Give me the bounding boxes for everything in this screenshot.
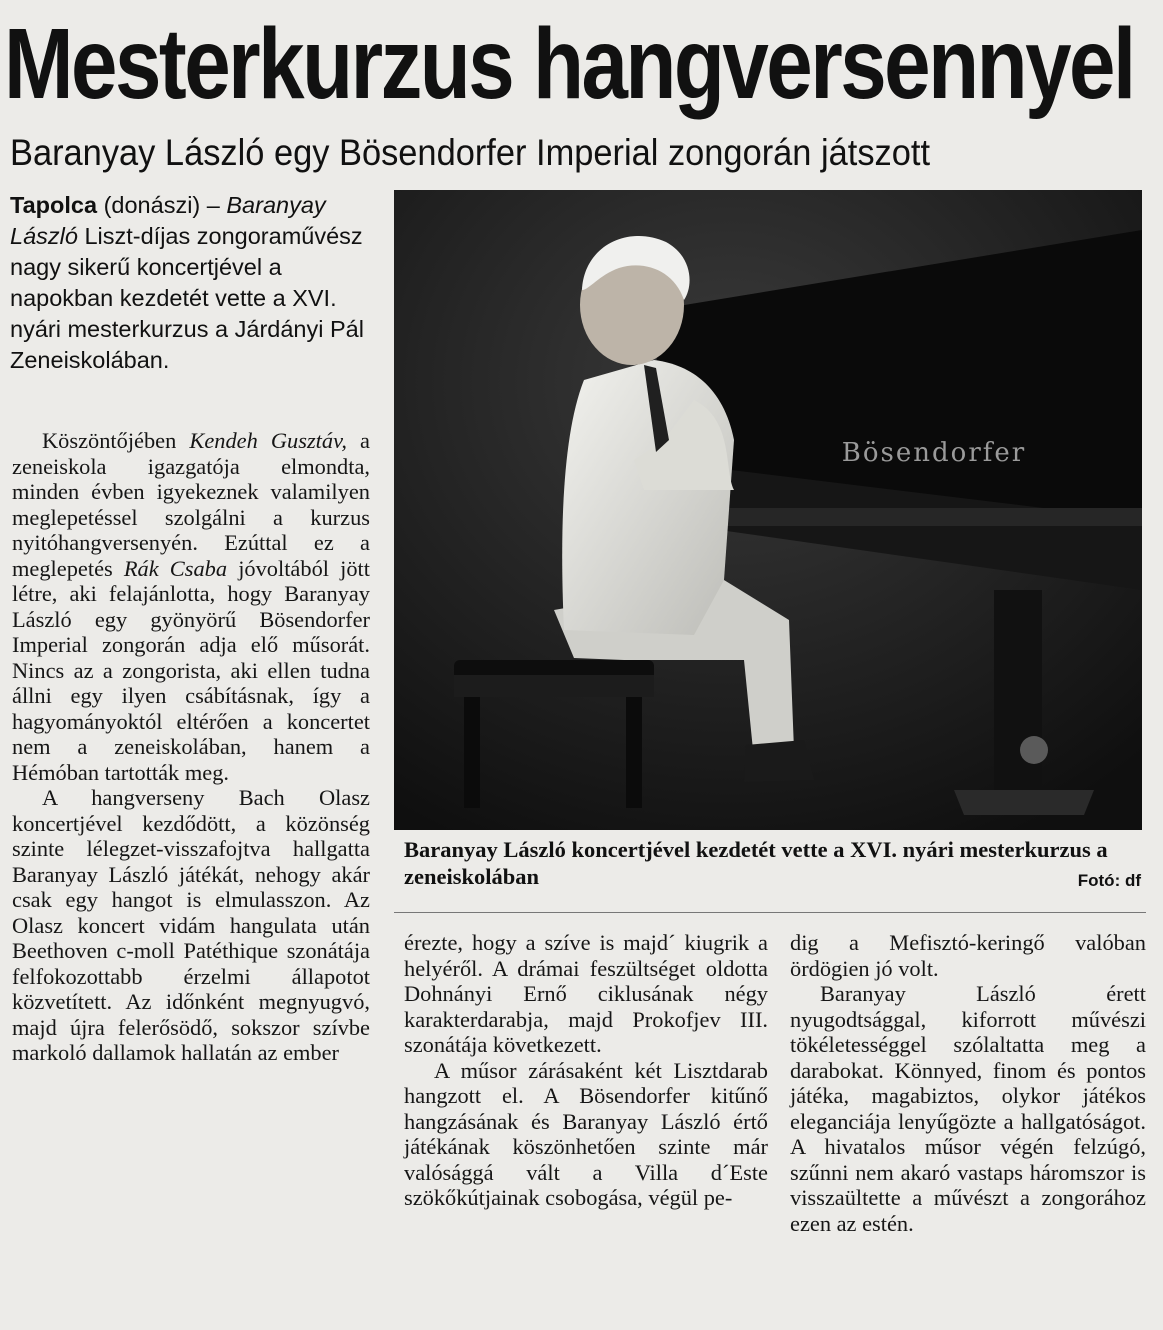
lead-place: Tapolca	[10, 192, 98, 218]
col1-p1-text-a: Köszöntőjében	[42, 428, 190, 453]
lead-text: Liszt-díjas zongoraművész nagy sikerű koncertjével a napokban kezdetét vette a XVI. nyári mesterkurzus a Járdányi Pál Zeneiskolában.	[10, 223, 364, 373]
subheadline: Baranyay László egy Bösendorfer Imperial zongorán játszott	[10, 132, 931, 173]
col3-paragraph-2: Baranyay László érett nyugodtsággal, kiforrott művészi tökéletességgel szólaltatta meg a darabokat. Könnyed, finom és pontos játéka, magabiztos, olykor játékos eleganciája lenyűgözte a hallgatóságot. A hivatalos műsor végén felzúgó, szűnni nem akaró vastaps háromszor is visszaültette a művészt a zongorához ezen az estén.	[790, 981, 1146, 1236]
lead-author: (donászi) –	[97, 192, 227, 218]
photo-caption: Baranyay László koncertjével kezdetét vette a XVI. nyári mesterkurzus a zeneiskolában	[404, 837, 1108, 889]
col1-p1-name-2: Rák Csaba	[123, 555, 228, 581]
caption-divider	[394, 912, 1146, 913]
column-1	[12, 428, 370, 1066]
piano-brand-label: Bösendorfer	[841, 438, 1027, 468]
column-3	[790, 930, 1146, 1236]
col1-p1-text-b: a zeneiskola igazgatója elmondta, minden évben igyekeznek valamilyen meglepetéssel szolgálni a kurzus nyitóhangversenyén. Ezúttal ez a meglepetés	[12, 428, 370, 581]
col1-p1-name-1: Kendeh Gusztáv,	[189, 428, 347, 453]
pianist-illustration	[394, 190, 1142, 830]
col3-paragraph-1: dig a Mefisztó-keringő valóban ördögien jó volt.	[790, 930, 1146, 981]
photo-credit: Fotó: df	[1077, 871, 1141, 890]
lead-name: Baranyay László	[10, 192, 326, 249]
col1-paragraph-2: A hangverseny Bach Olasz koncertjével kezdődött, a közönség szinte lélegzet-visszafojtva hallgatta Baranyay László játékát, nehogy akár csak egy hangot is elmulasszon. Az Olasz koncert vidám hangulata után Beethoven c-moll Patéthique szonátája felfokozottabb érzelmi állapotot közvetített. Az időnként megnyugvó, majd újra felerősödő, sokszor szívbe markoló dallamok hallatán az ember	[12, 785, 370, 1065]
column-2	[404, 930, 768, 1211]
col1-p1-text-c: jóvoltából jött létre, aki felajánlotta, hogy Baranyay László egy gyönyörű Bösendorfer Imperial zongorán adja elő műsorát. Nincs az a zongorista, aki ellen tudna állni egy ilyen csábításnak, így a hagyományoktól eltérően a koncertet nem a zeneiskolában, hanem a Hémóban tartották meg.	[12, 555, 370, 785]
concert-photo	[394, 190, 1142, 830]
col2-paragraph-1: érezte, hogy a szíve is majd´ kiugrik a helyéről. A drámai feszültséget oldotta Dohnányi Ernő ciklusának négy karakterdarabja, majd Prokofjev III. szonátája következett.	[404, 930, 768, 1057]
col2-paragraph-2: A műsor zárásaként két Lisztdarab hangzott el. A Bösendorfer kitűnő hangzásának és Baranyay László értő játékának köszönhetően szinte már valósággá vált a Villa d´Este szökőkútjainak csobogása, végül pe-	[404, 1057, 768, 1210]
col1-paragraph-1	[12, 428, 370, 785]
lead-paragraph	[10, 190, 390, 376]
headline: Mesterkurzus hangversennyel	[4, 8, 1134, 120]
